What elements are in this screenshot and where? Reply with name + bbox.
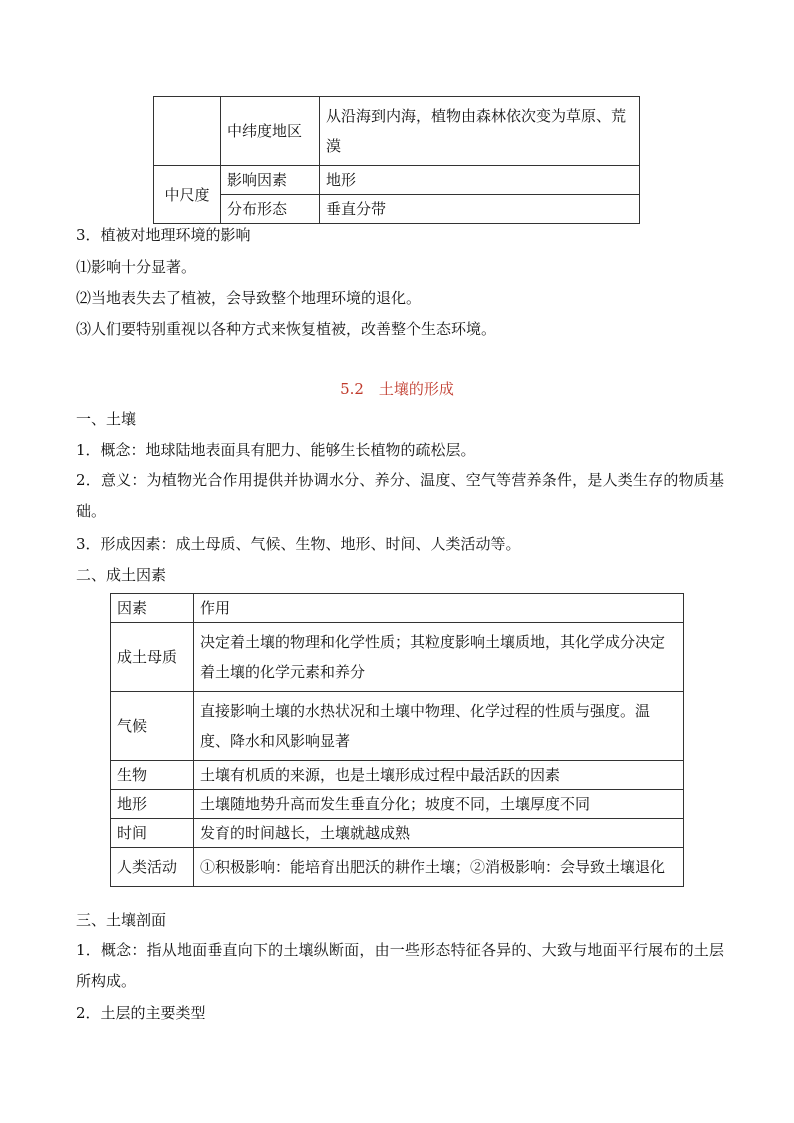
table-cell: 分布形态 [221,195,320,224]
table-cell: 人类活动 [111,848,194,887]
table-cell [154,97,221,166]
section-title: 三、土壤剖面 [76,911,167,929]
table-row [111,848,684,887]
table-cell: 土壤有机质的来源，也是土壤形成过程中最活跃的因素 [194,761,684,790]
table-cell: 地形 [111,790,194,819]
table-cell: 时间 [111,819,194,848]
section-title: 二、成土因素 [76,566,167,584]
table-row [111,692,684,761]
table-cell: 成土母质 [111,623,194,692]
table-cell: 中纬度地区 [221,97,320,166]
paragraph: ⑴影响十分显著。 [76,258,197,276]
table-cell: 地形 [320,166,640,195]
soil-factor-table [110,593,684,887]
table-cell: 气候 [111,692,194,761]
section-title: 3．植被对地理环境的影响 [76,226,251,244]
table-cell: 决定着土壤的物理和化学性质；其粒度影响土壤质地，其化学成分决定着土壤的化学元素和养分 [194,623,684,692]
table-cell: 直接影响土壤的水热状况和土壤中物理、化学过程的性质与强度。温度、降水和风影响显著 [194,692,684,761]
paragraph: ⑶人们要特别重视以各种方式来恢复植被，改善整个生态环境。 [76,320,497,338]
table-cell: 生物 [111,761,194,790]
vegetation-scale-table [153,96,640,224]
paragraph: 2．意义：为植物光合作用提供并协调水分、养分、温度、空气等营养条件，是人类生存的物质基础。 [76,471,724,520]
table-cell: 垂直分带 [320,195,640,224]
table-cell: 影响因素 [221,166,320,195]
paragraph: 2．土层的主要类型 [76,1004,206,1022]
paragraph: ⑵当地表失去了植被，会导致整个地理环境的退化。 [76,289,422,307]
paragraph: 3．形成因素：成土母质、气候、生物、地形、时间、人类活动等。 [76,535,521,553]
table-row [154,195,640,224]
table-cell: ①积极影响：能培育出肥沃的耕作土壤；②消极影响：会导致土壤退化 [194,848,684,887]
table-row [111,790,684,819]
table-row [154,97,640,166]
table-cell: 中尺度 [154,166,221,224]
table-row [111,594,684,623]
table-row [111,819,684,848]
paragraph: 1．概念：指从地面垂直向下的土壤纵断面，由一些形态特征各异的、大致与地面平行展布的土层所构成。 [76,941,724,990]
table-row [154,166,640,195]
table-row [111,761,684,790]
table-cell: 从沿海到内海，植物由森林依次变为草原、荒漠 [320,97,640,166]
table-header-cell: 因素 [111,594,194,623]
section-title: 一、土壤 [76,410,137,428]
table-cell: 土壤随地势升高而发生垂直分化；坡度不同，土壤厚度不同 [194,790,684,819]
paragraph: 1．概念：地球陆地表面具有肥力、能够生长植物的疏松层。 [76,441,476,459]
chapter-heading: 5.2 土壤的形成 [340,380,454,398]
table-header-cell: 作用 [194,594,684,623]
table-cell: 发育的时间越长，土壤就越成熟 [194,819,684,848]
table-row [111,623,684,692]
